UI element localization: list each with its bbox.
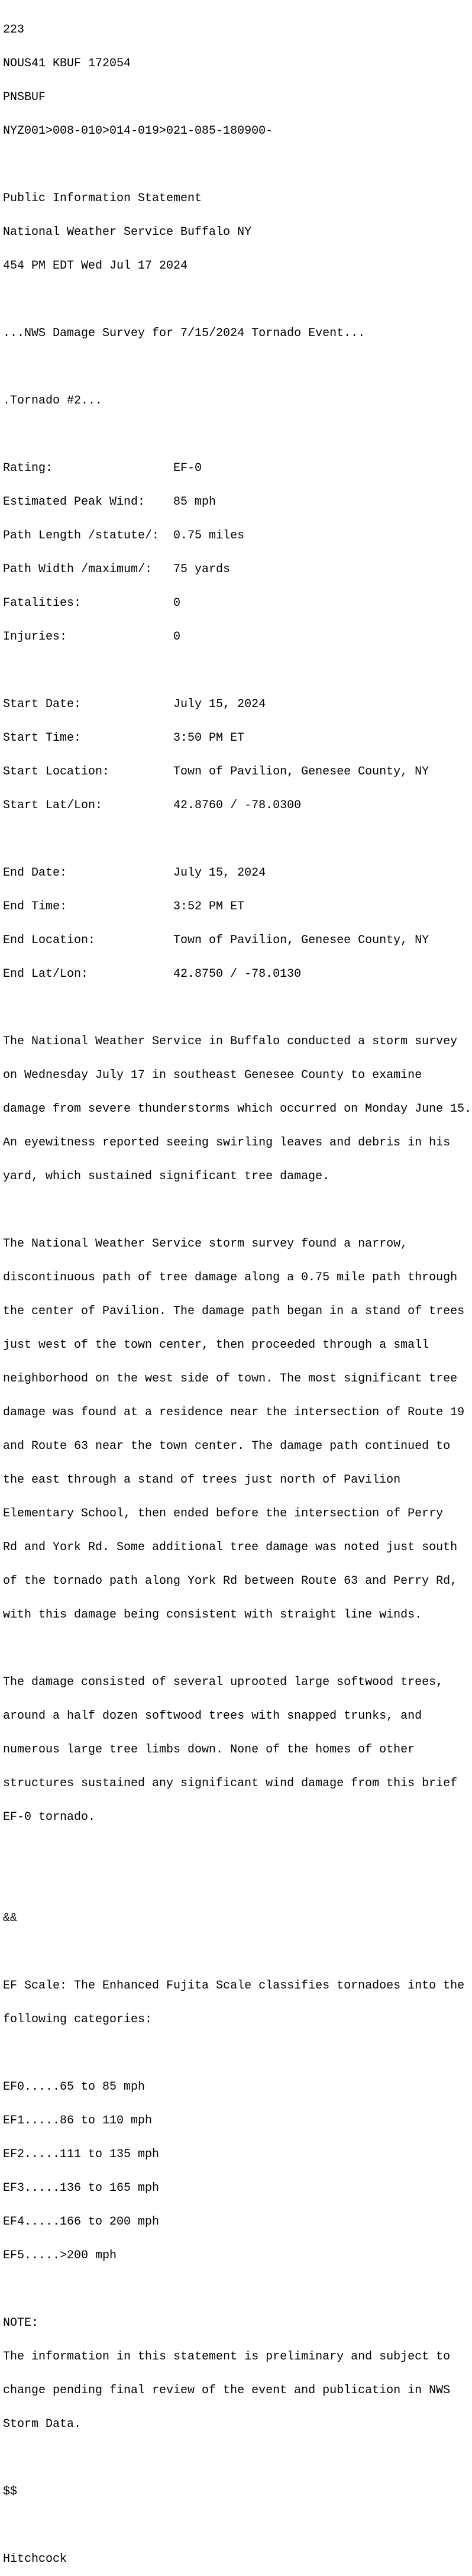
tornado-section-heading: .Tornado #2... (3, 394, 103, 408)
paragraph-2-line: neighborhood on the west side of town. The most significant tree (3, 1372, 458, 1386)
blank-line (3, 429, 472, 440)
ef-scale-row-ef4: EF4.....166 to 200 mph (3, 2215, 160, 2229)
product-id-line: 223 (3, 23, 25, 37)
fatalities-row: Fatalities: 0 (3, 596, 181, 610)
paragraph-2-line: Elementary School, then ended before the intersection of Perry (3, 1507, 444, 1521)
zone-codes-line: NYZ001>008-010>014-019>021-085-180900- (3, 124, 273, 138)
ef-scale-row-ef5: EF5.....>200 mph (3, 2249, 117, 2262)
end-time-row: End Time: 3:52 PM ET (3, 900, 245, 913)
paragraph-2-line: with this damage being consistent with straight line winds. (3, 1608, 422, 1622)
peak-wind-row: Estimated Peak Wind: 85 mph (3, 495, 216, 509)
paragraph-3-line: numerous large tree limbs down. None of the homes of other (3, 1743, 415, 1757)
paragraph-1-line: An eyewitness reported seeing swirling leaves and debris in his (3, 1136, 451, 1150)
paragraph-2-line: just west of the town center, then proceeded through a small (3, 1338, 429, 1352)
path-length-row: Path Length /statute/: 0.75 miles (3, 529, 245, 543)
blank-line (3, 834, 472, 845)
blank-line (3, 1946, 472, 1958)
headline: ...NWS Damage Survey for 7/15/2024 Tornado Event... (3, 327, 366, 340)
blank-line (3, 2048, 472, 2059)
blank-line (3, 1879, 472, 1890)
paragraph-3-line: structures sustained any significant wind damage from this brief (3, 1777, 458, 1790)
paragraph-2-line: the center of Pavilion. The damage path began in a stand of trees (3, 1305, 465, 1318)
blank-line (3, 2520, 472, 2531)
blank-line (3, 159, 472, 170)
note-heading: NOTE: (3, 2316, 39, 2330)
paragraph-2-line: The National Weather Service storm survey found a narrow, (3, 1237, 408, 1251)
blank-line (3, 665, 472, 676)
note-text-line: Storm Data. (3, 2417, 82, 2431)
paragraph-2-line: Rd and York Rd. Some additional tree damage was noted just south (3, 1541, 458, 1554)
statement-title: Public Information Statement (3, 192, 202, 205)
note-text-line: change pending final review of the event and publication in NWS (3, 2384, 451, 2397)
start-location-row: Start Location: Town of Pavilion, Genesee County, NY (3, 765, 429, 779)
end-date-row: End Date: July 15, 2024 (3, 866, 266, 880)
end-latlon-row: End Lat/Lon: 42.8750 / -78.0130 (3, 967, 302, 981)
path-width-row: Path Width /maximum/: 75 yards (3, 563, 231, 576)
end-of-product-marker: $$ (3, 2485, 18, 2498)
paragraph-1-line: The National Weather Service in Buffalo conducted a storm survey (3, 1035, 458, 1048)
paragraph-3-line: around a half dozen softwood trees with snapped trunks, and (3, 1709, 422, 1723)
paragraph-2-line: the east through a stand of trees just north of Pavilion (3, 1473, 401, 1487)
paragraph-2-line: discontinuous path of tree damage along a 0.75 mile path through (3, 1271, 458, 1284)
ef-scale-intro-line: EF Scale: The Enhanced Fujita Scale classifies tornadoes into the (3, 1979, 465, 1993)
blank-line (3, 1643, 472, 1654)
ef-scale-intro-line: following categories: (3, 2013, 153, 2026)
note-text-line: The information in this statement is preliminary and subject to (3, 2350, 451, 2364)
start-date-row: Start Date: July 15, 2024 (3, 698, 266, 711)
blank-line (3, 1845, 472, 1857)
start-latlon-row: Start Lat/Lon: 42.8760 / -78.0300 (3, 799, 302, 812)
awips-id-line: PNSBUF (3, 91, 46, 104)
ef-scale-row-ef0: EF0.....65 to 85 mph (3, 2080, 146, 2094)
blank-line (3, 2284, 472, 2295)
paragraph-2-line: damage was found at a residence near the intersection of Route 19 (3, 1406, 465, 1419)
blank-line (3, 361, 472, 373)
paragraph-2-line: of the tornado path along York Rd between Route 63 and Perry Rd, (3, 1574, 458, 1588)
paragraph-1-line: yard, which sustained significant tree damage. (3, 1170, 330, 1183)
end-location-row: End Location: Town of Pavilion, Genesee County, NY (3, 934, 429, 947)
paragraph-1-line: on Wednesday July 17 in southeast Genesee County to examine (3, 1069, 422, 1082)
wmo-header-line: NOUS41 KBUF 172054 (3, 57, 131, 70)
paragraph-3-line: EF-0 tornado. (3, 1810, 96, 1824)
start-time-row: Start Time: 3:50 PM ET (3, 731, 245, 745)
issuing-office: National Weather Service Buffalo NY (3, 225, 252, 239)
blank-line (3, 1002, 472, 1013)
author-signature: Hitchcock (3, 2552, 67, 2566)
paragraph-3-line: The damage consisted of several uprooted large softwood trees, (3, 1676, 444, 1689)
injuries-row: Injuries: 0 (3, 630, 181, 644)
paragraph-1-line: damage from severe thunderstorms which occurred on Monday June 15. (3, 1102, 472, 1116)
blank-line (3, 294, 472, 305)
issuance-time: 454 PM EDT Wed Jul 17 2024 (3, 259, 188, 273)
ef-scale-row-ef3: EF3.....136 to 165 mph (3, 2181, 160, 2195)
paragraph-2-line: and Route 63 near the town center. The damage path continued to (3, 1439, 451, 1453)
rating-row: Rating: EF-0 (3, 461, 202, 475)
blank-line (3, 1205, 472, 1216)
blank-line (3, 2452, 472, 2464)
section-separator: && (3, 1912, 18, 1925)
ef-scale-row-ef1: EF1.....86 to 110 mph (3, 2114, 153, 2128)
ef-scale-row-ef2: EF2.....111 to 135 mph (3, 2148, 160, 2161)
